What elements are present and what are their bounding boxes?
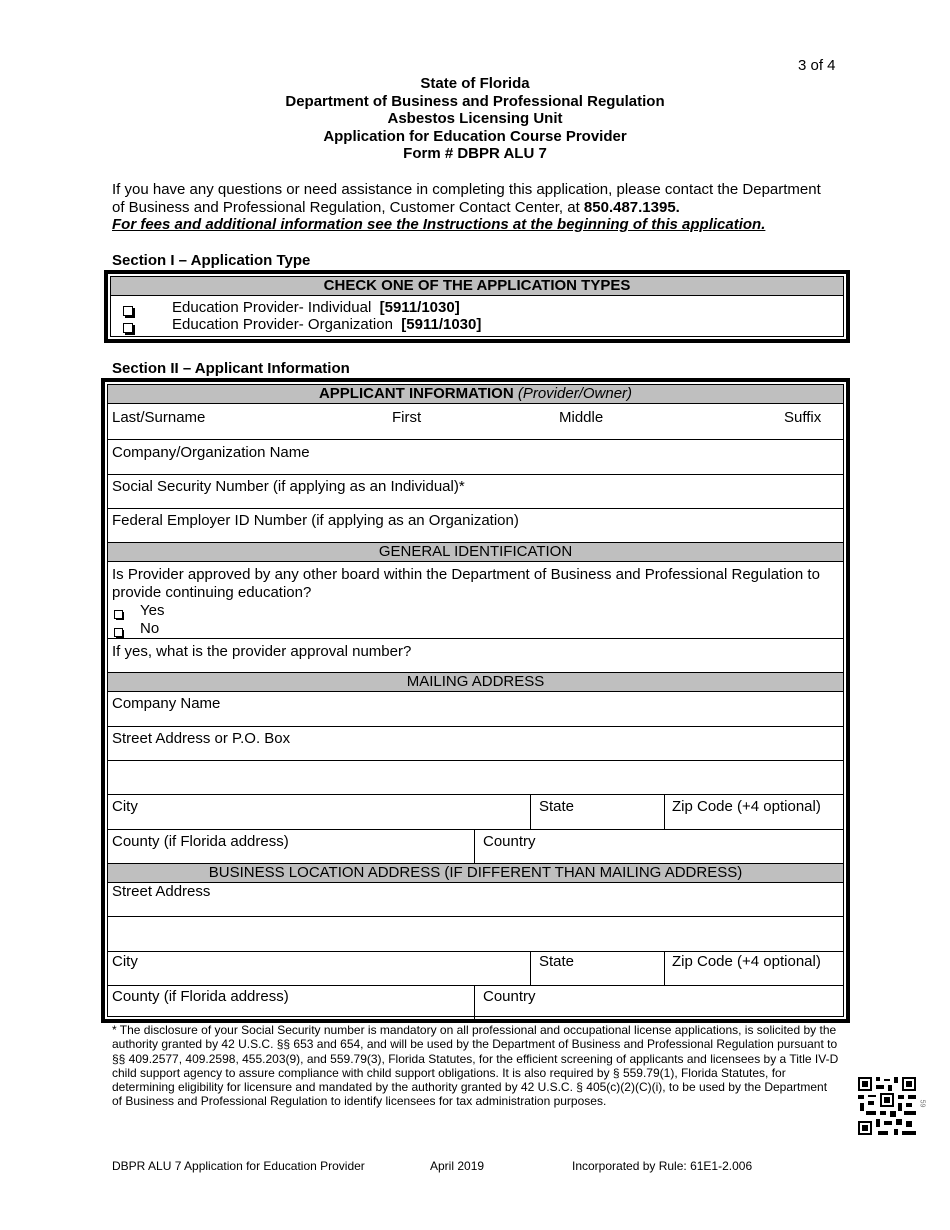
individual-option xyxy=(172,299,460,316)
business-city-row xyxy=(108,952,843,986)
section2-title: Section II – Applicant Information xyxy=(112,360,350,377)
business-county-row xyxy=(108,986,843,1022)
approval-question: Is Provider approved by any other board within the Department of Business and Professional Regulation to provide continuing education? xyxy=(112,566,820,601)
approval-number-row[interactable] xyxy=(108,639,843,673)
mailing-country-label: Country xyxy=(483,833,536,850)
qr-side-text: 59 xyxy=(918,1099,926,1108)
mailing-state-label: State xyxy=(539,798,575,815)
mailing-county-label: County (if Florida address) xyxy=(112,833,289,850)
business-country-label: Country xyxy=(483,988,536,1005)
yes-checkbox[interactable] xyxy=(114,606,123,623)
intro-paragraph xyxy=(112,181,832,234)
fein-row[interactable] xyxy=(108,509,843,543)
organization-option xyxy=(172,316,481,333)
applicant-info-box xyxy=(101,378,850,1023)
applicant-info-band-title: APPLICANT INFORMATION xyxy=(318,385,514,402)
mailing-city-label: City xyxy=(112,798,138,815)
intro-text: If you have any questions or need assistance in completing this application, please contact the Department of Business and Professional Regulation, Customer Contact Center, at xyxy=(112,181,821,216)
organization-checkbox[interactable] xyxy=(123,320,133,338)
phone-number: 850.487.1395. xyxy=(583,198,680,216)
applicant-info-band-sub: (Provider/Owner) xyxy=(517,385,633,402)
ssn-label: Social Security Number (if applying as an Individual)* xyxy=(112,478,465,495)
business-zip-label: Zip Code (+4 optional) xyxy=(672,953,821,970)
first-name-label: First xyxy=(392,409,422,426)
mailing-zip-label: Zip Code (+4 optional) xyxy=(672,798,821,815)
individual-checkbox[interactable] xyxy=(123,303,133,321)
general-id-band: GENERAL IDENTIFICATION xyxy=(108,543,843,562)
mailing-address-band: MAILING ADDRESS xyxy=(108,673,843,692)
company-org-row[interactable] xyxy=(108,440,843,475)
no-label: No xyxy=(140,620,160,637)
mailing-county-row xyxy=(108,830,843,864)
ssn-disclosure-footnote: * The disclosure of your Social Security number is mandatory on all professional and occupational license applications, is solicited by the authority granted by 42 U.S.C. §§ 653 and 654, and will be used by the Department of Business and Professional Regulation pursuant to §§ 409.2577, 409.2598, 455.203(9), and 559.79(3), Florida Statutes, for the efficient screening of applicants and licensees by a Title IV-D child support agency to assure compliance with child support obligations. It is also required by § 559.79(1), Florida Statutes, for determining eligibility for licensure and mandated by the authority granted by 42 U.S.C. § 405(c)(2)(C)(i), to be used by the Department of Business and Professional Regulation to identify licensees for tax administration purposes. xyxy=(112,1023,839,1109)
page-number: 3 of 4 xyxy=(798,57,836,74)
business-city-label: City xyxy=(112,953,138,970)
business-location-band: BUSINESS LOCATION ADDRESS (IF DIFFERENT THAN MAILING ADDRESS) xyxy=(108,864,843,883)
last-name-label: Last/Surname xyxy=(112,409,206,426)
application-type-box xyxy=(104,270,850,343)
individual-label: Education Provider- Individual xyxy=(172,299,372,316)
company-org-label: Company/Organization Name xyxy=(112,444,310,461)
approval-question-row xyxy=(108,562,843,639)
header-form-number: Form # DBPR ALU 7 xyxy=(403,145,547,162)
approval-number-label: If yes, what is the provider approval number? xyxy=(112,643,412,660)
business-street-row-2[interactable] xyxy=(108,917,843,952)
business-street-row[interactable] xyxy=(108,883,843,917)
section1-title: Section I – Application Type xyxy=(112,252,311,269)
mailing-street-row[interactable] xyxy=(108,727,843,761)
header-application: Application for Education Course Provider xyxy=(323,127,627,145)
name-row[interactable] xyxy=(108,404,843,440)
mailing-company-label: Company Name xyxy=(112,695,221,712)
fees-note: For fees and additional information see the Instructions at the beginning of this application. xyxy=(112,216,766,233)
footer-date: April 2019 xyxy=(430,1159,485,1173)
business-street-label: Street Address xyxy=(112,883,211,900)
mailing-street-label: Street Address or P.O. Box xyxy=(112,730,291,747)
mailing-city-row xyxy=(108,795,843,830)
footer-rule: Incorporated by Rule: 61E1-2.006 xyxy=(572,1159,753,1173)
individual-code: [5911/1030] xyxy=(379,299,460,316)
header-department: Department of Business and Professional Regulation xyxy=(285,92,665,110)
organization-label: Education Provider- Organization xyxy=(172,316,393,333)
footer-form-name: DBPR ALU 7 Application for Education Provider xyxy=(112,1159,365,1173)
mailing-street-row-2[interactable] xyxy=(108,761,843,795)
yes-label: Yes xyxy=(140,602,165,619)
header-state: State of Florida xyxy=(420,75,530,92)
middle-name-label: Middle xyxy=(559,409,604,426)
business-county-label: County (if Florida address) xyxy=(112,988,289,1005)
form-header xyxy=(0,75,950,163)
organization-code: [5911/1030] xyxy=(401,316,482,333)
applicant-info-band xyxy=(108,385,843,404)
application-type-band: CHECK ONE OF THE APPLICATION TYPES xyxy=(111,277,843,296)
qr-code xyxy=(858,1077,916,1135)
ssn-row[interactable] xyxy=(108,475,843,509)
header-unit: Asbestos Licensing Unit xyxy=(387,110,563,127)
mailing-company-row[interactable] xyxy=(108,692,843,727)
suffix-label: Suffix xyxy=(784,409,822,426)
business-state-label: State xyxy=(539,953,575,970)
fein-label: Federal Employer ID Number (if applying as an Organization) xyxy=(112,512,519,529)
